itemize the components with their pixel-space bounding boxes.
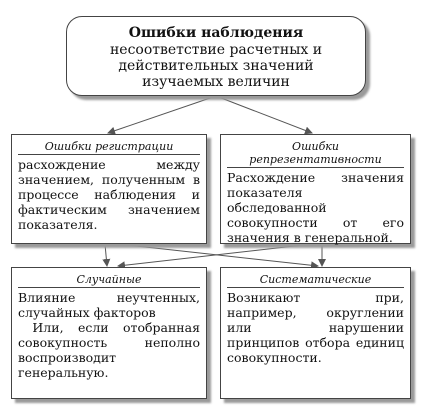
random-errors-text-2: Или, если отобранная совокупность неполно воспроизводит генеральную.: [18, 320, 204, 380]
observation-errors-box: [66, 16, 366, 96]
random-errors-text: [18, 290, 204, 380]
observation-errors-title: Ошибки наблюдения: [128, 25, 304, 41]
representativeness-errors-box: [220, 134, 411, 244]
arrow-top-to-registration: [108, 96, 216, 133]
registration-errors-text: расхождение между значением, полученным в процессе наблюдения и фактическим значением показателя.: [18, 157, 200, 232]
registration-errors-box: [11, 134, 207, 244]
random-errors-heading: Случайные: [18, 273, 200, 288]
arrow-top-to-representativeness: [216, 96, 312, 133]
systematic-errors-heading: Систематические: [227, 273, 404, 288]
systematic-errors-box: [220, 267, 411, 399]
arrow-registration-to-random: [105, 244, 107, 266]
observation-errors-description: несоответствие расчетных и действительных значений изучаемых величин: [109, 42, 323, 90]
systematic-errors-text: Возникают при, например, округлении или нарушении принципов отбора единиц совокупности.: [227, 290, 404, 365]
random-errors-box: [11, 267, 207, 399]
registration-errors-heading: Ошибки регистрации: [18, 140, 200, 155]
representativeness-errors-heading: Ошибки репрезентативности: [227, 140, 404, 168]
random-errors-text-1: Влияние неучтенных, случайных факторов: [18, 290, 200, 320]
representativeness-errors-text: Расхождение значения показателя обследованной совокупности от его значения в генеральной.: [227, 170, 404, 245]
